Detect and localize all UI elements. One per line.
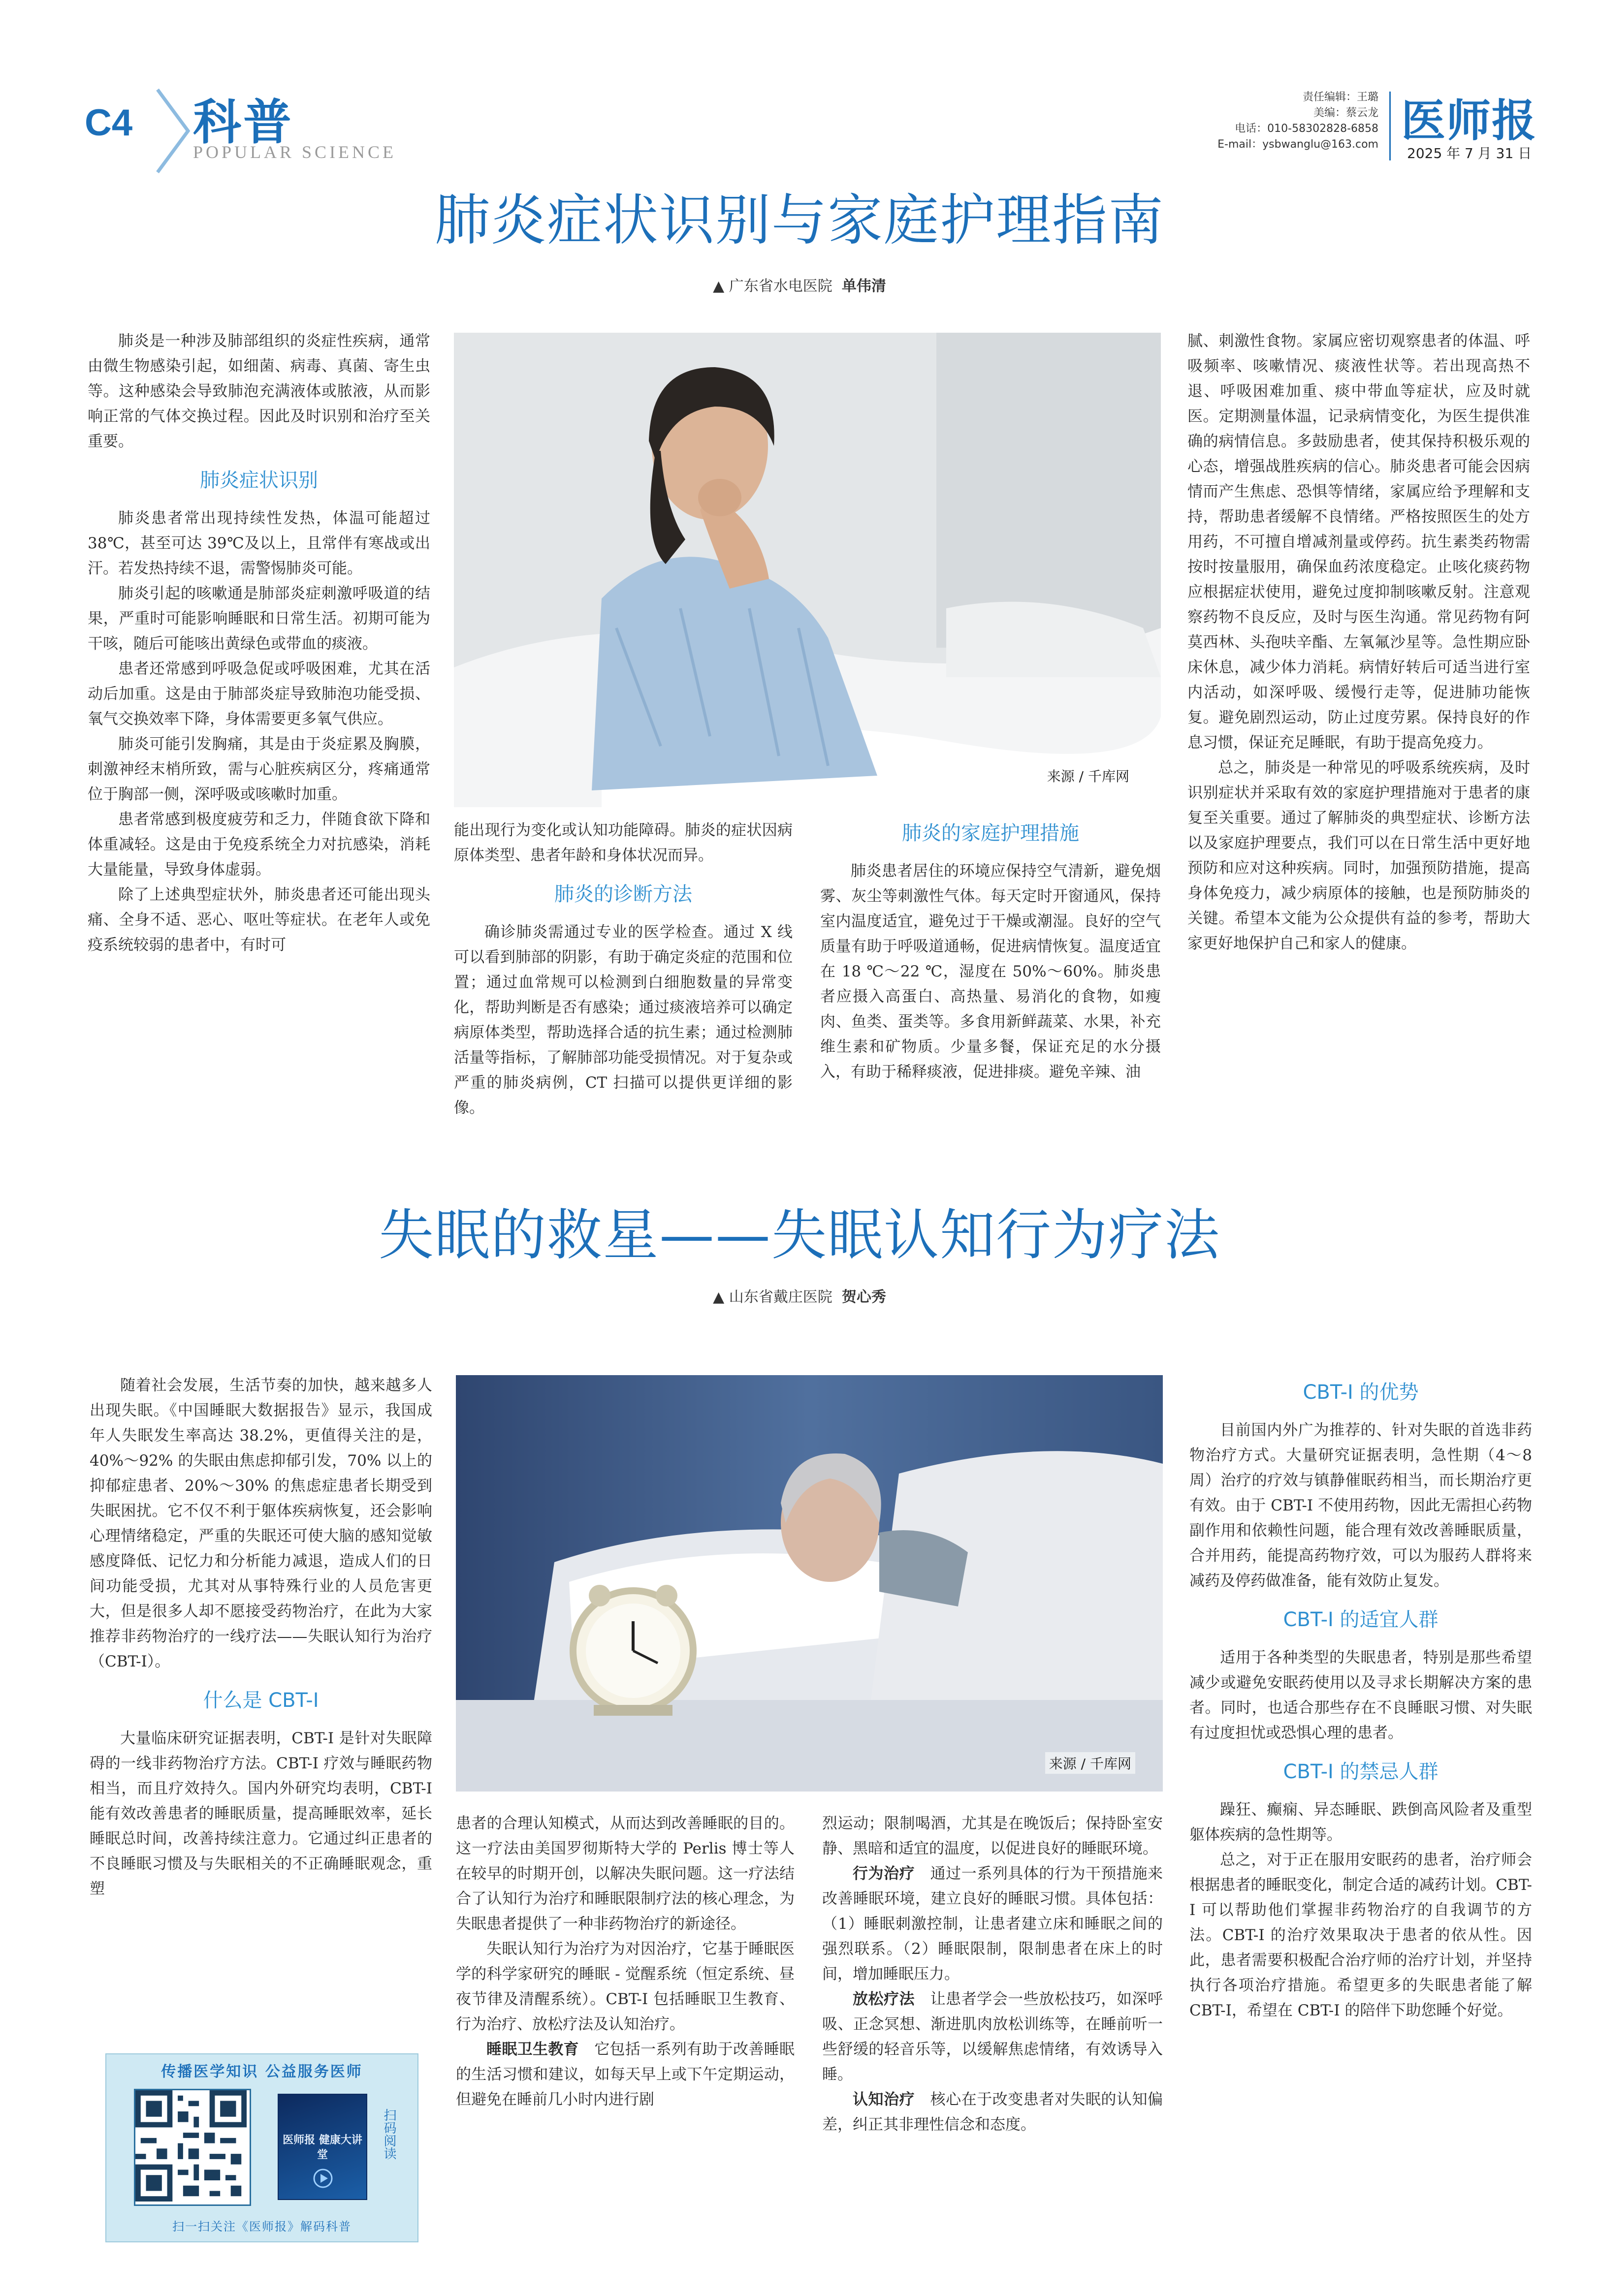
- article2-image-credit: 来源 / 千库网: [1045, 1752, 1135, 1774]
- designer-line: 美编：蔡云龙: [1313, 107, 1378, 119]
- paragraph: 能出现行为变化或认知功能障碍。肺炎的症状因病原体类型、患者年龄和身体状况而异。: [454, 821, 793, 864]
- paragraph: 失眠认知行为治疗为对因治疗，它基于睡眠医学的科学家研究的睡眠 - 觉醒系统（恒定系统、昼夜节律及清醒系统）。CBT-I 包括睡眠卫生教育、行为治疗、放松疗法及认知治疗。: [456, 1940, 795, 2033]
- section-subheading: CBT-I 的适宜人群: [1283, 1608, 1439, 1631]
- paragraph: 总之，肺炎是一种常见的呼吸系统疾病，及时识别症状并采取有效的家庭护理措施对于患者的康复至关重要。通过了解肺炎的典型症状、诊断方法以及家庭护理要点，我们可以在日常生活中更好地预防和应对这种疾病。同时，加强预防措施，提高身体免疫力，减少病原体的接触，也是预防肺炎的关键。希望本文能为公众提供有益的参考，帮助大家更好地保护自己和家人的健康。: [1187, 759, 1530, 952]
- phone-line: 电话：010-58302828-6858: [1235, 123, 1378, 135]
- paragraph-text: 它包括一系列有助于改善睡眠的生活习惯和建议，如每天早上或下午定期运动，但避免在睡前几小时内进行剧: [456, 2041, 795, 2108]
- paragraph: 躁狂、癫痫、异态睡眠、跌倒高风险者及重型躯体疾病的急性期等。: [1189, 1801, 1532, 1844]
- author-name: 单伟清: [841, 278, 886, 295]
- section-subheading: 肺炎症状识别: [200, 469, 318, 492]
- page-code: C4: [85, 102, 133, 144]
- paragraph: 患者还常感到呼吸急促或呼吸困难，尤其在活动后加重。这是由于肺部炎症导致肺泡功能受损、氧气交换效率下降，身体需要更多氧气供应。: [88, 660, 430, 728]
- paragraph: 适用于各种类型的失眠患者，特别是那些希望减少或避免安眠药使用以及寻求长期解决方案的患者。同时，也适合那些存在不良睡眠习惯、对失眠有过度担忧或恐惧心理的患者。: [1189, 1649, 1532, 1742]
- paragraph: 肺炎是一种涉及肺部组织的炎症性疾病，通常由微生物感染引起，如细菌、病毒、真菌、寄生虫等。这种感染会导致肺泡充满液体或脓液，从而影响正常的气体交换过程。因此及时识别和治疗至关重要。: [88, 332, 430, 450]
- section-subheading: 肺炎的家庭护理措施: [902, 822, 1079, 845]
- article1-byline: [0, 274, 1599, 295]
- email-line: E-mail：ysbwanglu@163.com: [1217, 138, 1378, 151]
- paragraph-keyword: 睡眠卫生教育: [486, 2041, 579, 2058]
- qr-code-icon: [135, 2090, 247, 2202]
- insomnia-illustration: [456, 1375, 1163, 1792]
- paragraph: [456, 2037, 795, 2112]
- paragraph-keyword: 认知治疗: [853, 2091, 915, 2108]
- masthead-info: [1172, 90, 1378, 153]
- chevron-right-icon: [154, 87, 193, 175]
- paragraph: 肺炎患者居住的环境应保持空气清新，避免烟雾、灰尘等刺激性气体。每天定时开窗通风，保持室内温度适宜，避免过于干燥或潮湿。良好的空气质量有助于呼吸道通畅，促进病情恢复。温度适宜在 18 ℃～22 ℃，湿度在 50%～60%。肺炎患者应摄入高蛋白、高热量、易消化的食物，如瘦肉、鱼类、蛋类等。多食用新鲜蔬菜、水果，补充维生素和矿物质。少量多餐，保证充足的水分摄入，有助于稀释痰液，促进排痰。避免辛辣、油: [820, 862, 1161, 1081]
- page-header: [0, 0, 1599, 167]
- play-icon: [313, 2169, 333, 2188]
- paragraph: 肺炎引起的咳嗽通是肺部炎症刺激呼吸道的结果，严重时可能影响睡眠和日常生活。初期可能为干咳，随后可能咳出黄绿色或带血的痰液。: [88, 585, 430, 653]
- promo-slogan: 传播医学知识 公益服务医师: [161, 2063, 363, 2080]
- editor-line: 责任编辑：王璐: [1302, 91, 1378, 103]
- sick-woman-illustration: [454, 333, 1161, 807]
- paper-logo: 医师报: [1401, 94, 1537, 147]
- article1-col2: [454, 818, 793, 1121]
- article2-col1: [90, 1373, 432, 1902]
- author-org: 山东省戴庄医院: [729, 1289, 832, 1306]
- section-title: 科普: [193, 94, 294, 151]
- article1-col3: [820, 807, 1161, 1085]
- paragraph: 总之，对于正在服用安眠药的患者，治疗师会根据患者的睡眠变化，制定合适的减药计划。CBT-I 可以帮助他们掌握非药物治疗的自我调节的方法。CBT-I 的治疗效果取决于患者的依从性。因此，患者需要积极配合治疗师的治疗计划，并坚持执行各项治疗措施。希望更多的失眠患者能了解 CBT-I，希望在 CBT-I 的陪伴下助您睡个好觉。: [1189, 1851, 1532, 2019]
- paragraph-keyword: 行为治疗: [853, 1865, 915, 1883]
- article1-col4: [1187, 329, 1530, 956]
- article2-col4: [1189, 1366, 1532, 2023]
- promo-side-label: 扫码阅读: [382, 2108, 396, 2160]
- paragraph: 大量临床研究证据表明，CBT-I 是针对失眠障碍的一线非药物治疗方法。CBT-I 疗效与睡眠药物相当，而且疗效持久。国内外研究均表明，CBT-I 能有效改善患者的睡眠质量，提高睡眠效率，延长睡眠总时间，改善持续注意力。它通过纠正患者的不良睡眠习惯及与失眠相关的不正确睡眠观念，重塑: [90, 1730, 432, 1898]
- video-label: 医师报 健康大讲堂: [283, 2134, 362, 2161]
- paragraph: [822, 1987, 1163, 2087]
- promo-footer: 扫一扫关注《医师报》解码科普: [172, 2220, 352, 2233]
- paragraph-text: 核心在于改变患者对失眠的认知偏差，纠正其非理性信念和态度。: [822, 2091, 1163, 2134]
- video-thumbnail[interactable]: [278, 2094, 367, 2200]
- section-subheading: 肺炎的诊断方法: [554, 883, 692, 906]
- author-org: 广东省水电医院: [729, 278, 832, 295]
- paragraph: 腻、刺激性食物。家属应密切观察患者的体温、呼吸频率、咳嗽情况、痰液性状等。若出现高热不退、呼吸困难加重、痰中带血等症状，应及时就医。定期测量体温，记录病情变化，为医生提供准确的病情信息。多鼓励患者，使其保持积极乐观的心态，增强战胜疾病的信心。肺炎患者可能会因病情而产生焦虑、恐惧等情绪，家属应给予理解和支持，帮助患者缓解不良情绪。严格按照医生的处方用药，不可擅自增减剂量或停药。抗生素类药物需按时按量服用，确保血药浓度稳定。止咳化痰药物应根据症状使用，避免过度抑制咳嗽反射。注意观察药物不良反应，及时与医生沟通。常见药物有阿莫西林、头孢呋辛酯、左氧氟沙星等。急性期应卧床休息，减少体力消耗。病情好转后可适当进行室内活动，如深呼吸、缓慢行走等，促进肺功能恢复。避免剧烈运动，防止过度劳累。保持良好的作息习惯，保证充足睡眠，有助于提高免疫力。: [1187, 332, 1530, 752]
- paragraph: [822, 1861, 1163, 1987]
- article2-col3: [822, 1811, 1163, 2138]
- paragraph: [822, 2087, 1163, 2138]
- masthead-divider: [1389, 92, 1391, 160]
- paragraph: 除了上述典型症状外，肺炎患者还可能出现头痛、全身不适、恶心、呕吐等症状。在老年人或免疫系统较弱的患者中，有时可: [88, 886, 430, 954]
- triangle-icon: ▲: [713, 278, 729, 295]
- section-subheading: CBT-I 的优势: [1303, 1381, 1419, 1404]
- article2-title: 失眠的救星——失眠认知行为疗法: [379, 1203, 1220, 1267]
- triangle-icon: ▲: [713, 1289, 729, 1306]
- article2-col2: [456, 1811, 795, 2112]
- paragraph-keyword: 放松疗法: [853, 1990, 915, 2008]
- author-name: 贺心秀: [841, 1289, 886, 1306]
- section-title-en: POPULAR SCIENCE: [193, 142, 397, 162]
- article1-col1: [88, 329, 430, 958]
- issue-date: 2025 年 7 月 31 日: [1407, 145, 1532, 161]
- qr-code[interactable]: [134, 2089, 251, 2206]
- paragraph: 目前国内外广为推荐的、针对失眠的首选非药物治疗方式。大量研究证据表明，急性期（4～8 周）治疗的疗效与镇静催眠药相当，而长期治疗更有效。由于 CBT-I 不使用药物，因此无需担心药物副作用和依赖性问题，能合理有效改善睡眠质量，合并用药，能提高药物疗效，可以为服药人群将来减药及停药做准备，能有效防止复发。: [1189, 1421, 1532, 1590]
- article2-photo: [456, 1375, 1163, 1792]
- section-subheading: CBT-I 的禁忌人群: [1283, 1761, 1439, 1783]
- paragraph-text: 通过一系列具体的行为干预措施来改善睡眠环境，建立良好的睡眠习惯。具体包括：（1）睡眠刺激控制，让患者建立床和睡眠之间的强烈联系。（2）睡眠限制，限制患者在床上的时间，增加睡眠压力。: [822, 1865, 1163, 1983]
- paragraph: 随着社会发展，生活节奏的加快，越来越多人出现失眠。《中国睡眠大数据报告》显示，我国成年人失眠发生率高达 38.2%，更值得关注的是，40%～92% 的失眠由焦虑抑郁引发，70% 以上的抑郁症患者、20%～30% 的焦虑症患者长期受到失眠困扰。它不仅不利于躯体疾病恢复，还会影响心理情绪稳定，严重的失眠还可使大脑的感知觉敏感度降低、记忆力和分析能力减退，造成人们的日间功能受损，尤其对从事特殊行业的人员危害更大，但是很多人却不愿接受药物治疗，在此为大家推荐非药物治疗的一线疗法——失眠认知行为治疗（CBT-I）。: [90, 1377, 432, 1670]
- promo-box: [105, 2053, 418, 2242]
- paragraph: 患者常感到极度疲劳和乏力，伴随食欲下降和体重减轻。这是由于免疫系统全力对抗感染，消耗大量能量，导致身体虚弱。: [88, 811, 430, 879]
- article1-title: 肺炎症状识别与家庭护理指南: [435, 189, 1164, 252]
- paragraph: 确诊肺炎需通过专业的医学检查。通过 X 线可以看到肺部的阴影，有助于确定炎症的范围和位置；通过血常规可以检测到白细胞数量的异常变化，帮助判断是否有感染；通过痰液培养可以确定病原体类型，帮助选择合适的抗生素；通过检测肺活量等指标，了解肺部功能受损情况。对于复杂或严重的肺炎病例，CT 扫描可以提供更详细的影像。: [454, 923, 793, 1117]
- paragraph-text: 让患者学会一些放松技巧，如深呼吸、正念冥想、渐进肌肉放松训练等，在睡前听一些舒缓的轻音乐等，以缓解焦虑情绪，有效诱导入睡。: [822, 1990, 1163, 2083]
- paragraph: 烈运动；限制喝酒，尤其是在晚饭后；保持卧室安静、黑暗和适宜的温度，以促进良好的睡眠环境。: [822, 1815, 1163, 1857]
- section-subheading: 什么是 CBT-I: [203, 1689, 319, 1712]
- article1-image-credit: 来源 / 千库网: [1043, 765, 1133, 786]
- article2-byline: [0, 1285, 1599, 1306]
- paragraph: 肺炎可能引发胸痛，其是由于炎症累及胸膜，刺激神经末梢所致，需与心脏疾病区分，疼痛通常位于胸部一侧，深呼吸或咳嗽时加重。: [88, 735, 430, 803]
- article1-photo: [454, 333, 1161, 807]
- paragraph: 肺炎患者常出现持续性发热，体温可能超过 38℃，甚至可达 39℃及以上，且常伴有寒战或出汗。若发热持续不退，需警惕肺炎可能。: [88, 509, 430, 577]
- paragraph: 患者的合理认知模式，从而达到改善睡眠的目的。这一疗法由美国罗彻斯特大学的 Perlis 博士等人在较早的时期开创，以解决失眠问题。这一疗法结合了认知行为治疗和睡眠限制疗法的核心理念，为失眠患者提供了一种非药物治疗的新途径。: [456, 1815, 795, 1933]
